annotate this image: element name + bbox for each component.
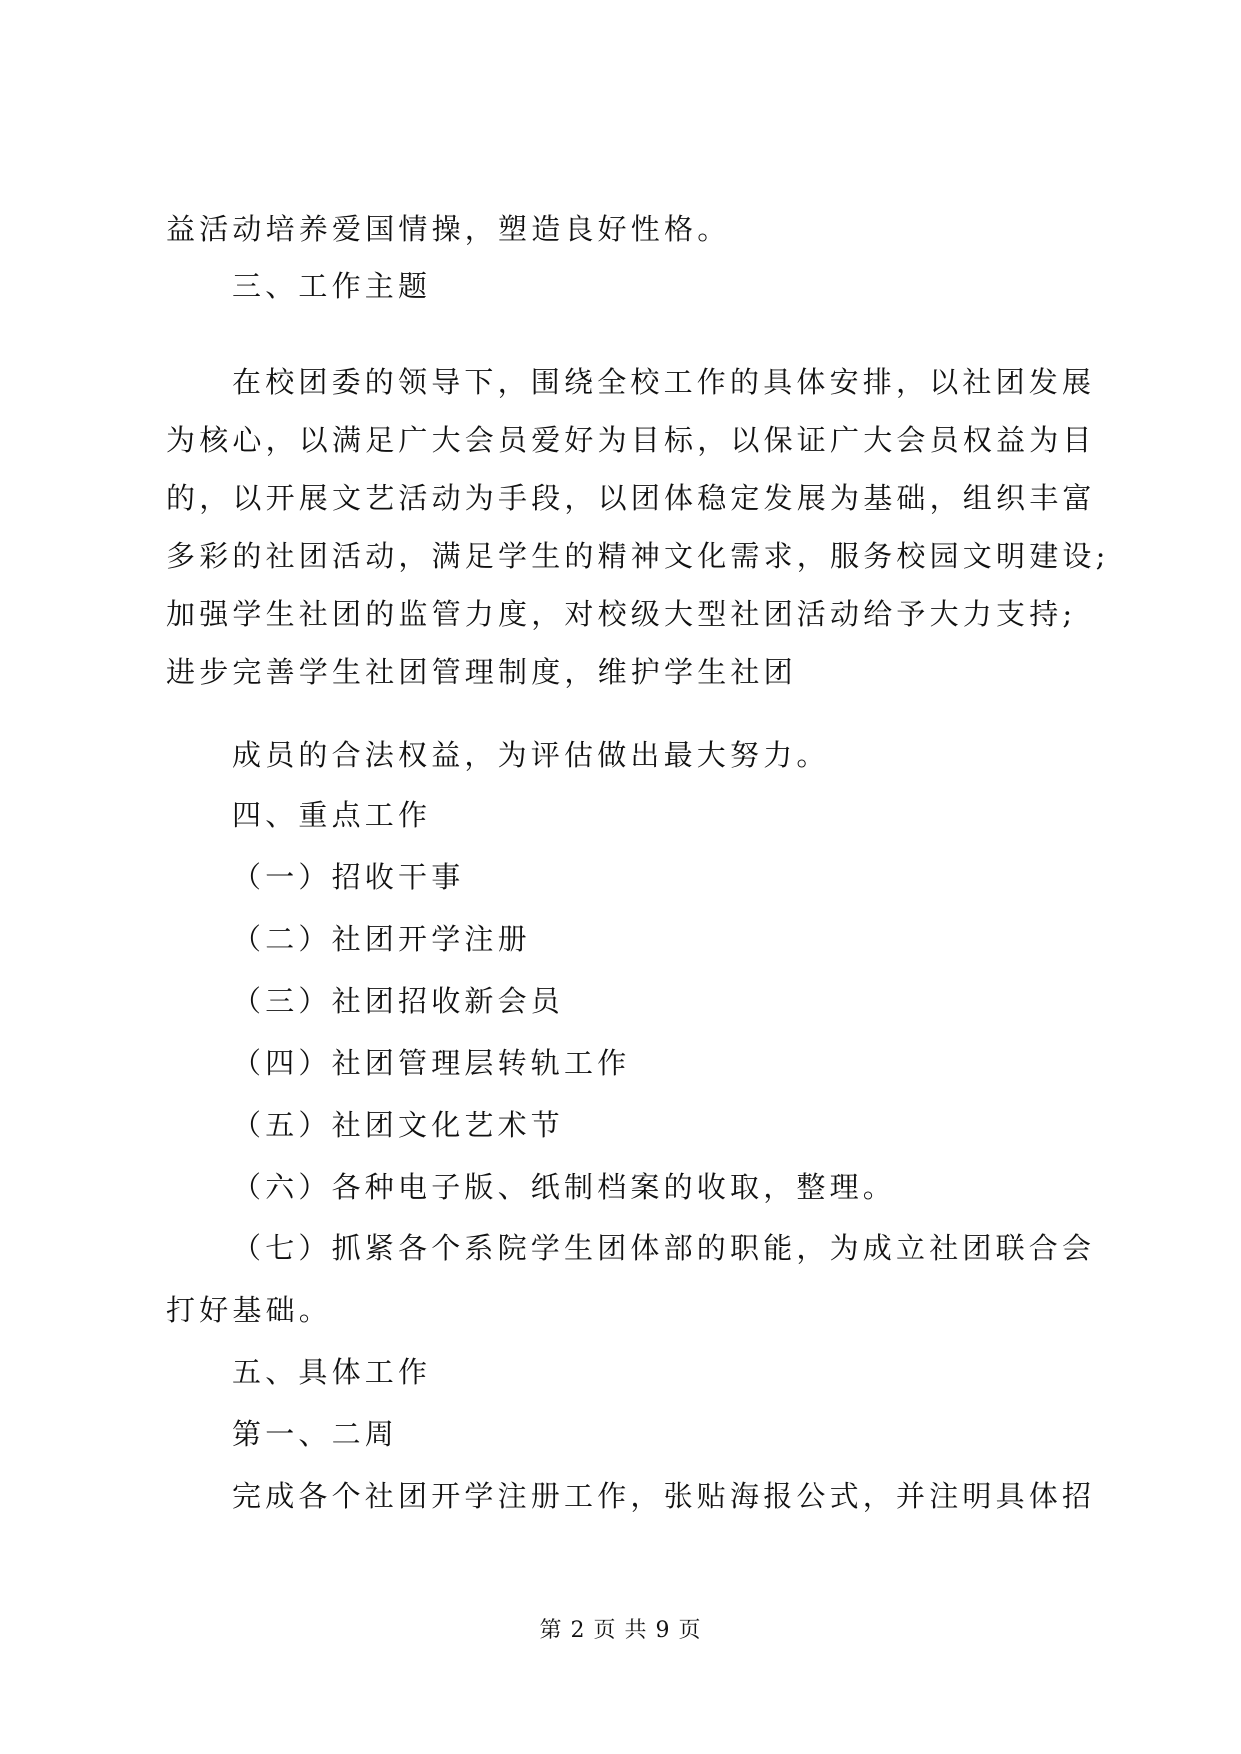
section-heading-specific-work: 五、具体工作 xyxy=(232,1355,432,1389)
list-item: （二）社团开学注册 xyxy=(232,922,531,956)
section-heading-key-work: 四、重点工作 xyxy=(232,798,432,832)
list-item: （七）抓紧各个系院学生团体部的职能，为成立社团联合会 xyxy=(232,1231,1096,1265)
list-item: （四）社团管理层转轨工作 xyxy=(232,1046,631,1080)
body-text-line: 益活动培养爱国情操，塑造良好性格。 xyxy=(166,212,731,246)
body-text-line: 为核心，以满足广大会员爱好为目标，以保证广大会员权益为目 xyxy=(166,423,1096,457)
body-text-line: 完成各个社团开学注册工作，张贴海报公式，并注明具体招 xyxy=(232,1479,1096,1513)
page-number-footer: 第 2 页 共 9 页 xyxy=(539,1618,702,1643)
subheading-week: 第一、二周 xyxy=(232,1417,399,1451)
body-text-line: 成员的合法权益，为评估做出最大努力。 xyxy=(232,738,830,772)
list-item: （五）社团文化艺术节 xyxy=(232,1108,565,1142)
body-text-line: 进步完善学生社团管理制度，维护学生社团 xyxy=(166,655,797,689)
body-text-line: 在校团委的领导下，围绕全校工作的具体安排，以社团发展 xyxy=(232,365,1096,399)
body-text-line: 多彩的社团活动，满足学生的精神文化需求，服务校园文明建设; xyxy=(166,539,1110,573)
list-item: （一）招收干事 xyxy=(232,860,465,894)
body-text-line: 加强学生社团的监管力度，对校级大型社团活动给予大力支持; xyxy=(166,597,1077,631)
list-item: （三）社团招收新会员 xyxy=(232,984,565,1018)
section-heading-work-theme: 三、工作主题 xyxy=(232,269,432,303)
list-item: （六）各种电子版、纸制档案的收取，整理。 xyxy=(232,1170,897,1204)
body-text-line: 打好基础。 xyxy=(166,1293,333,1327)
body-text-line: 的，以开展文艺活动为手段，以团体稳定发展为基础，组织丰富 xyxy=(166,481,1096,515)
